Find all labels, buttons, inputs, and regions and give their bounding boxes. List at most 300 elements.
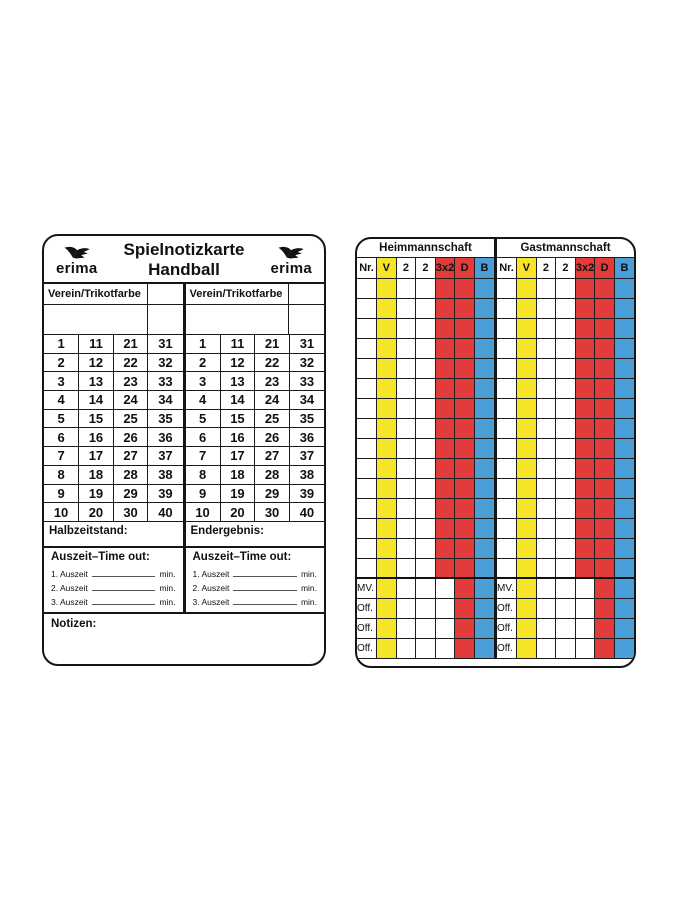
score-cell-d <box>455 498 475 518</box>
number-grid-row <box>44 391 183 410</box>
score-cell-threex2 <box>575 598 595 618</box>
player-number-cell: 31 <box>148 335 183 354</box>
score-cell-nr <box>357 438 377 458</box>
player-number-cell: 16 <box>220 428 255 447</box>
timeout-label: 3. Auszeit <box>192 596 230 607</box>
score-cell-nr <box>357 418 377 438</box>
home-team-header: Heimmannschaft <box>357 239 494 258</box>
player-number-cell: 21 <box>113 335 148 354</box>
erima-logo-icon <box>62 245 92 262</box>
score-cell-nr <box>357 278 377 298</box>
score-cell-two_a <box>396 618 416 638</box>
player-number-cell: 11 <box>79 335 114 354</box>
score-cell-two_a <box>536 558 556 578</box>
score-cell-d <box>455 518 475 538</box>
erima-logo-icon <box>276 245 306 262</box>
player-number-cell: 7 <box>186 447 221 466</box>
score-cell-two_a <box>396 518 416 538</box>
score-cell-two_a <box>396 598 416 618</box>
score-cell-two_b <box>416 638 436 658</box>
player-number-cell: 34 <box>148 391 183 410</box>
score-cell-nr <box>497 438 517 458</box>
score-cell-two_a <box>536 598 556 618</box>
guest-score-table <box>497 258 634 659</box>
score-cell-b <box>474 378 494 398</box>
team-sections <box>44 284 324 522</box>
penalty-table-card <box>355 237 636 668</box>
player-number-cell: 22 <box>113 353 148 372</box>
home-team-section <box>44 284 183 522</box>
number-grid-row <box>44 335 183 354</box>
score-cell-two_b <box>556 298 576 318</box>
score-cell-threex2 <box>435 378 455 398</box>
player-number-cell: 18 <box>220 465 255 484</box>
score-cell-two_b <box>556 498 576 518</box>
score-cell-threex2 <box>435 578 455 598</box>
score-row <box>357 458 494 478</box>
score-cell-two_b <box>556 438 576 458</box>
score-cell-v <box>377 538 397 558</box>
score-cell-nr <box>497 518 517 538</box>
score-cell-nr <box>357 358 377 378</box>
score-cell-nr <box>357 398 377 418</box>
fill-in-line <box>92 576 156 577</box>
score-cell-d <box>595 338 615 358</box>
score-cell-nr <box>497 378 517 398</box>
score-cell-two_a <box>536 498 556 518</box>
minutes-unit: min. <box>159 582 176 593</box>
score-cell-v <box>517 558 537 578</box>
score-cell-threex2 <box>575 338 595 358</box>
score-row <box>497 378 634 398</box>
score-cell-b <box>474 598 494 618</box>
player-number-cell: 17 <box>220 447 255 466</box>
score-cell-two_a <box>536 418 556 438</box>
score-cell-b <box>474 358 494 378</box>
timeout-label: 2. Auszeit <box>192 582 230 593</box>
column-header-row <box>357 258 494 278</box>
player-number-cell: 26 <box>113 428 148 447</box>
score-cell-d <box>455 278 475 298</box>
official-row <box>357 578 494 598</box>
timeout-line-2 <box>193 579 318 593</box>
player-number-cell: 30 <box>113 503 148 522</box>
timeout-home <box>44 548 183 612</box>
home-team-column <box>357 239 494 659</box>
player-number-cell: 8 <box>186 465 221 484</box>
score-cell-two_b <box>556 338 576 358</box>
guest-team-header: Gastmannschaft <box>497 239 634 258</box>
score-cell-d <box>455 538 475 558</box>
score-cell-two_b <box>416 318 436 338</box>
score-cell-b <box>614 618 634 638</box>
timeout-line-3 <box>51 593 176 607</box>
score-cell-b <box>614 498 634 518</box>
column-header-v: V <box>517 258 537 278</box>
score-cell-two_b <box>416 438 436 458</box>
score-cell-two_a <box>536 438 556 458</box>
player-number-cell: 3 <box>44 372 79 391</box>
game-note-card <box>42 234 326 666</box>
score-cell-two_b <box>416 538 436 558</box>
score-cell-v <box>517 318 537 338</box>
player-number-cell: 38 <box>148 465 183 484</box>
club-write-in-area <box>186 305 325 334</box>
erima-brand-right <box>270 245 312 276</box>
score-cell-d <box>455 318 475 338</box>
score-cell-nr <box>497 458 517 478</box>
score-row <box>497 358 634 378</box>
score-cell-two_b <box>556 518 576 538</box>
score-cell-v <box>517 398 537 418</box>
score-cell-two_b <box>556 558 576 578</box>
player-number-cell: 10 <box>186 503 221 522</box>
player-number-cell: 25 <box>255 409 290 428</box>
score-cell-threex2 <box>435 358 455 378</box>
erima-wordmark: erima <box>56 259 98 277</box>
number-grid-row <box>44 465 183 484</box>
score-cell-d <box>595 578 615 598</box>
score-row <box>357 498 494 518</box>
official-row-label: Off. <box>357 598 377 618</box>
timeout-section <box>44 548 324 614</box>
score-cell-two_a <box>536 338 556 358</box>
score-cell-threex2 <box>575 478 595 498</box>
player-number-cell: 30 <box>255 503 290 522</box>
column-header-2: 2 <box>536 258 556 278</box>
score-row <box>497 418 634 438</box>
score-cell-b <box>474 518 494 538</box>
score-cell-d <box>455 298 475 318</box>
column-header-b: B <box>474 258 494 278</box>
score-cell-two_b <box>416 418 436 438</box>
score-cell-threex2 <box>575 298 595 318</box>
score-cell-d <box>595 418 615 438</box>
player-number-cell: 20 <box>220 503 255 522</box>
player-number-cell: 33 <box>148 372 183 391</box>
player-number-cell: 9 <box>186 484 221 503</box>
official-row-label: Off. <box>357 618 377 638</box>
score-cell-b <box>614 598 634 618</box>
score-cell-v <box>377 398 397 418</box>
player-number-cell: 22 <box>255 353 290 372</box>
score-cell-nr <box>357 298 377 318</box>
score-cell-v <box>517 498 537 518</box>
official-row <box>497 638 634 658</box>
minutes-unit: min. <box>159 596 176 607</box>
fill-in-line <box>92 590 156 591</box>
home-score-table <box>357 258 494 659</box>
score-cell-b <box>614 338 634 358</box>
player-number-cell: 27 <box>113 447 148 466</box>
number-grid-row <box>186 503 325 522</box>
player-number-cell: 6 <box>44 428 79 447</box>
player-number-cell: 4 <box>44 391 79 410</box>
score-cell-threex2 <box>435 338 455 358</box>
score-cell-v <box>377 598 397 618</box>
score-row <box>497 298 634 318</box>
score-cell-two_b <box>556 638 576 658</box>
timeout-label: 2. Auszeit <box>51 582 88 593</box>
score-cell-threex2 <box>435 298 455 318</box>
score-cell-two_a <box>396 578 416 598</box>
score-cell-d <box>595 638 615 658</box>
score-cell-nr <box>357 478 377 498</box>
player-number-cell: 14 <box>220 391 255 410</box>
score-row <box>497 458 634 478</box>
player-number-cell: 12 <box>79 353 114 372</box>
player-number-cell: 23 <box>113 372 148 391</box>
score-cell-b <box>614 418 634 438</box>
timeout-title: Auszeit–Time out: <box>192 550 292 563</box>
score-cell-v <box>517 358 537 378</box>
player-number-cell: 12 <box>220 353 255 372</box>
score-cell-nr <box>497 558 517 578</box>
club-write-in-area <box>44 305 183 334</box>
score-cell-two_a <box>396 298 416 318</box>
score-cell-d <box>595 358 615 378</box>
timeout-line-1 <box>193 565 318 579</box>
player-number-cell: 35 <box>148 409 183 428</box>
score-cell-b <box>614 378 634 398</box>
score-cell-two_a <box>396 438 416 458</box>
score-cell-nr <box>357 318 377 338</box>
score-cell-two_a <box>396 358 416 378</box>
score-row <box>497 558 634 578</box>
score-cell-d <box>455 338 475 358</box>
results-row <box>44 522 324 548</box>
column-header-2: 2 <box>396 258 416 278</box>
player-number-cell: 10 <box>44 503 79 522</box>
score-cell-two_a <box>536 298 556 318</box>
score-cell-two_a <box>536 398 556 418</box>
column-header-nr: Nr. <box>497 258 517 278</box>
score-cell-nr <box>497 418 517 438</box>
number-grid-row <box>44 428 183 447</box>
score-cell-threex2 <box>575 558 595 578</box>
player-number-cell: 3 <box>186 372 221 391</box>
score-cell-nr <box>497 538 517 558</box>
score-cell-two_b <box>416 398 436 418</box>
score-cell-b <box>614 458 634 478</box>
score-cell-two_b <box>556 538 576 558</box>
score-cell-b <box>474 498 494 518</box>
column-header-2: 2 <box>416 258 436 278</box>
timeout-title: Auszeit–Time out: <box>51 550 150 563</box>
score-cell-b <box>614 278 634 298</box>
official-row <box>357 598 494 618</box>
score-cell-v <box>377 618 397 638</box>
notes-section <box>44 614 324 664</box>
score-row <box>357 518 494 538</box>
official-row <box>497 578 634 598</box>
player-number-cell: 25 <box>113 409 148 428</box>
score-cell-d <box>455 478 475 498</box>
score-cell-v <box>517 518 537 538</box>
score-row <box>357 298 494 318</box>
column-header-2: 2 <box>556 258 576 278</box>
column-header-v: V <box>377 258 397 278</box>
halftime-score-label: Halbzeitstand: <box>49 524 128 537</box>
player-number-cell: 15 <box>220 409 255 428</box>
player-number-cell: 38 <box>289 465 324 484</box>
score-cell-nr <box>497 278 517 298</box>
player-number-cell: 29 <box>113 484 148 503</box>
score-cell-d <box>455 638 475 658</box>
score-cell-two_a <box>536 278 556 298</box>
score-cell-two_a <box>536 618 556 638</box>
club-jersey-color-label: Verein/Trikotfarbe <box>186 284 290 304</box>
score-cell-two_a <box>536 378 556 398</box>
score-cell-nr <box>357 458 377 478</box>
score-cell-threex2 <box>435 518 455 538</box>
score-cell-b <box>474 538 494 558</box>
score-cell-threex2 <box>575 618 595 638</box>
number-grid-row <box>186 335 325 354</box>
score-cell-v <box>377 298 397 318</box>
score-cell-d <box>595 398 615 418</box>
player-number-cell: 2 <box>44 353 79 372</box>
score-cell-two_a <box>396 318 416 338</box>
official-row <box>497 618 634 638</box>
score-cell-threex2 <box>575 418 595 438</box>
column-header-b: B <box>614 258 634 278</box>
player-number-cell: 18 <box>79 465 114 484</box>
number-grid-row <box>44 503 183 522</box>
timeout-line-1 <box>51 565 176 579</box>
timeout-label: 3. Auszeit <box>51 596 88 607</box>
score-cell-d <box>595 478 615 498</box>
score-cell-b <box>614 358 634 378</box>
player-number-cell: 35 <box>289 409 324 428</box>
player-number-cell: 33 <box>289 372 324 391</box>
score-cell-two_b <box>416 498 436 518</box>
player-number-cell: 24 <box>255 391 290 410</box>
score-cell-nr <box>357 338 377 358</box>
score-cell-threex2 <box>435 498 455 518</box>
score-cell-v <box>377 638 397 658</box>
number-grid-row <box>186 353 325 372</box>
score-cell-v <box>517 438 537 458</box>
score-cell-d <box>455 398 475 418</box>
score-cell-threex2 <box>435 538 455 558</box>
guest-team-column <box>497 239 634 659</box>
score-cell-threex2 <box>575 538 595 558</box>
score-cell-v <box>517 618 537 638</box>
score-cell-two_b <box>416 338 436 358</box>
score-cell-b <box>474 618 494 638</box>
score-cell-v <box>377 358 397 378</box>
score-row <box>497 518 634 538</box>
guest-team-section <box>186 284 325 522</box>
player-number-cell: 28 <box>255 465 290 484</box>
score-cell-v <box>517 278 537 298</box>
timeout-guest <box>186 548 325 612</box>
score-cell-two_b <box>556 278 576 298</box>
score-cell-v <box>517 418 537 438</box>
score-cell-nr <box>357 558 377 578</box>
fill-in-line <box>233 590 297 591</box>
score-cell-two_a <box>536 578 556 598</box>
final-result-label: Endergebnis: <box>190 524 264 537</box>
player-number-cell: 16 <box>79 428 114 447</box>
score-cell-b <box>474 638 494 658</box>
score-cell-threex2 <box>575 358 595 378</box>
score-cell-threex2 <box>575 318 595 338</box>
score-cell-two_a <box>396 398 416 418</box>
player-number-cell: 37 <box>148 447 183 466</box>
score-cell-two_a <box>396 638 416 658</box>
score-cell-v <box>517 478 537 498</box>
score-cell-d <box>595 278 615 298</box>
score-cell-b <box>614 398 634 418</box>
score-cell-threex2 <box>435 478 455 498</box>
score-cell-threex2 <box>435 638 455 658</box>
score-cell-v <box>377 558 397 578</box>
score-cell-two_a <box>396 538 416 558</box>
score-cell-two_b <box>416 478 436 498</box>
score-cell-two_a <box>536 478 556 498</box>
score-row <box>357 338 494 358</box>
score-cell-two_b <box>416 278 436 298</box>
timeout-label: 1. Auszeit <box>51 568 88 579</box>
player-number-cell: 21 <box>255 335 290 354</box>
column-header-3x2: 3x2 <box>435 258 455 278</box>
score-cell-threex2 <box>575 398 595 418</box>
column-header-d: D <box>595 258 615 278</box>
player-number-cell: 5 <box>186 409 221 428</box>
score-cell-d <box>595 538 615 558</box>
score-cell-two_b <box>416 358 436 378</box>
score-cell-two_b <box>416 598 436 618</box>
score-cell-b <box>474 338 494 358</box>
score-cell-two_a <box>396 278 416 298</box>
number-grid-row <box>44 372 183 391</box>
player-number-cell: 28 <box>113 465 148 484</box>
score-row <box>497 438 634 458</box>
official-row-label: Off. <box>497 638 517 658</box>
timeout-label: 1. Auszeit <box>192 568 230 579</box>
erima-wordmark: erima <box>270 259 312 277</box>
club-entry-box <box>289 284 324 304</box>
score-cell-d <box>595 438 615 458</box>
player-number-grid <box>186 334 325 522</box>
score-cell-two_b <box>556 478 576 498</box>
player-number-cell: 17 <box>79 447 114 466</box>
score-cell-v <box>377 578 397 598</box>
score-row <box>497 538 634 558</box>
number-grid-row <box>44 484 183 503</box>
score-cell-d <box>455 458 475 478</box>
player-number-cell: 14 <box>79 391 114 410</box>
score-cell-d <box>455 578 475 598</box>
score-row <box>357 398 494 418</box>
score-cell-b <box>474 478 494 498</box>
player-number-cell: 5 <box>44 409 79 428</box>
score-cell-b <box>614 478 634 498</box>
score-cell-v <box>517 638 537 658</box>
score-row <box>497 278 634 298</box>
score-cell-threex2 <box>575 518 595 538</box>
player-number-cell: 34 <box>289 391 324 410</box>
score-cell-nr <box>497 338 517 358</box>
score-cell-d <box>455 378 475 398</box>
score-row <box>357 558 494 578</box>
score-cell-v <box>517 578 537 598</box>
score-row <box>357 318 494 338</box>
score-cell-d <box>595 298 615 318</box>
column-header-row <box>497 258 634 278</box>
